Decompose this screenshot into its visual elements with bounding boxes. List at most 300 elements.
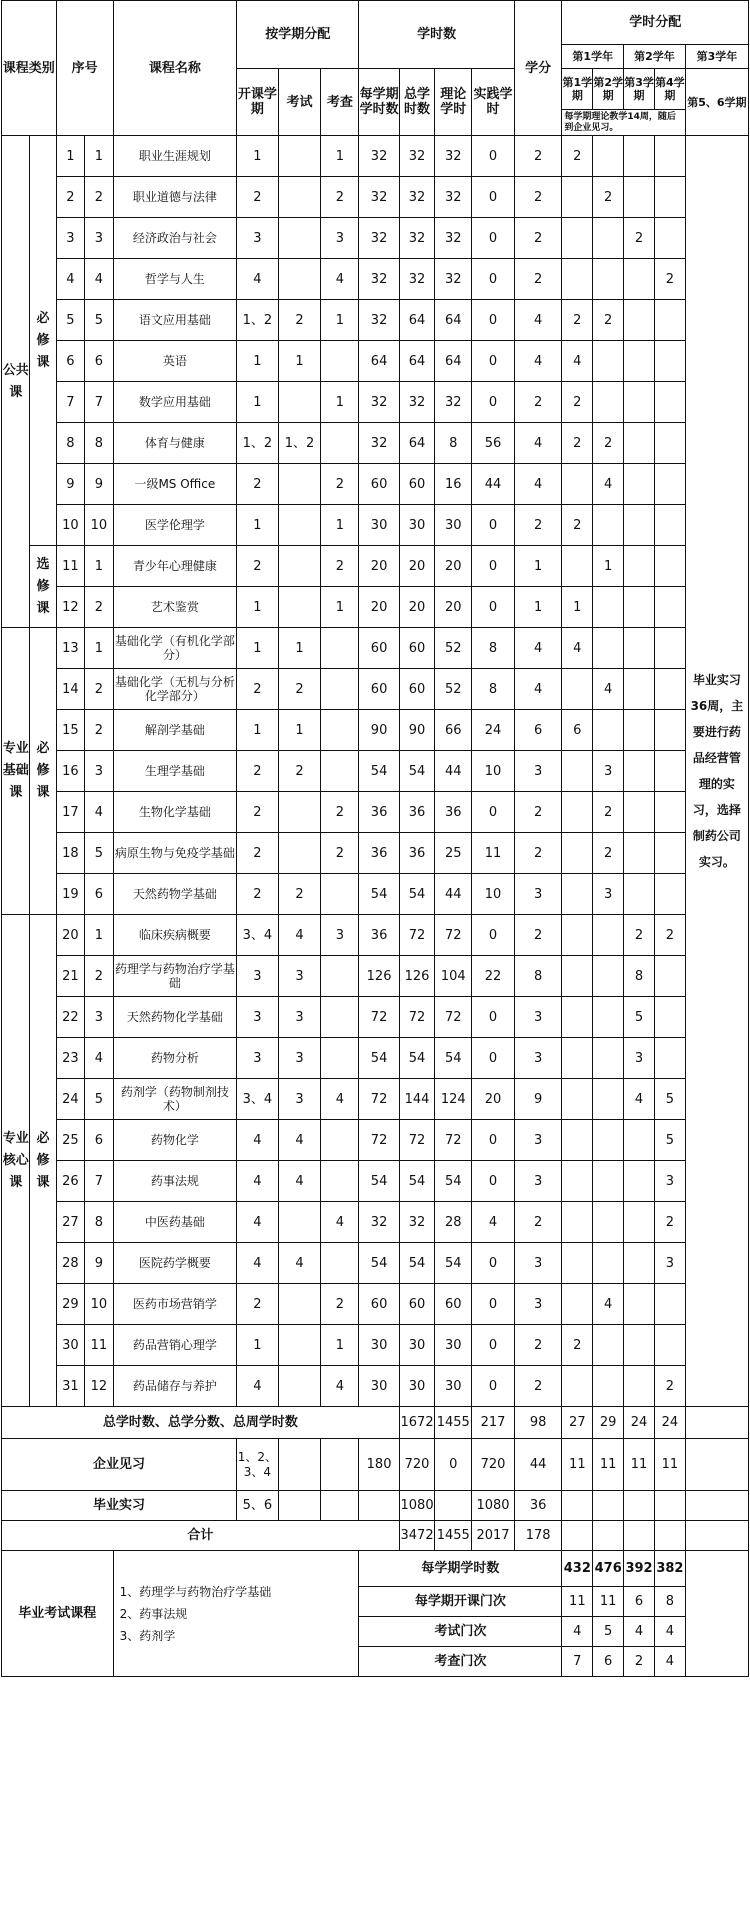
- header-by-semester: 按学期分配: [237, 1, 359, 69]
- assessment-semester: 2: [321, 833, 359, 874]
- exam-course-item: 2、药事法规: [119, 1606, 188, 1621]
- table-row: [2, 587, 749, 628]
- total-hours: 36: [399, 833, 435, 874]
- exam-semester: [278, 259, 321, 300]
- table-row: [2, 382, 749, 423]
- exam-semester: [278, 1366, 321, 1407]
- semester-s2: 2: [593, 833, 624, 874]
- total-hours: 60: [399, 669, 435, 710]
- header-theory-hours: 理论学时: [435, 69, 472, 136]
- row-sub-number: 8: [85, 423, 114, 464]
- footer-3-s1: 7: [562, 1647, 593, 1677]
- assessment-semester: [321, 997, 359, 1038]
- semester-s3: [624, 136, 655, 177]
- row-sub-number: 2: [85, 177, 114, 218]
- sum-s3: [624, 1521, 655, 1551]
- semester-s2: [593, 956, 624, 997]
- practice-hours: 0: [472, 1243, 515, 1284]
- semester-s4: [654, 1284, 685, 1325]
- course-name: 英语: [113, 341, 236, 382]
- semester-s1: [562, 874, 593, 915]
- credits: 2: [514, 259, 561, 300]
- row-number: 23: [56, 1038, 84, 1079]
- credits: 2: [514, 915, 561, 956]
- internship-label: 企业见习: [2, 1439, 237, 1491]
- totals-practice: 217: [472, 1407, 515, 1439]
- exam-semester: 3: [278, 956, 321, 997]
- credits: 2: [514, 792, 561, 833]
- credits: 2: [514, 1325, 561, 1366]
- semester-s1: [562, 1120, 593, 1161]
- total-hours: 144: [399, 1079, 435, 1120]
- semester-s1: 6: [562, 710, 593, 751]
- start-semester: 2: [237, 1284, 279, 1325]
- semester-s3: 2: [624, 218, 655, 259]
- exam-semester: [278, 136, 321, 177]
- practice-hours: 8: [472, 669, 515, 710]
- row-number: 1: [56, 136, 84, 177]
- semester-s2: [593, 915, 624, 956]
- subcategory-cell: 必修课: [30, 628, 56, 915]
- assessment-semester: 1: [321, 505, 359, 546]
- course-name: 药物分析: [113, 1038, 236, 1079]
- semester-s3: [624, 833, 655, 874]
- semester-s1: [562, 1079, 593, 1120]
- table-row: [2, 833, 749, 874]
- semester-s4: [654, 628, 685, 669]
- total-hours: 54: [399, 751, 435, 792]
- weekly-hours: 32: [359, 382, 399, 423]
- table-row: [2, 1325, 749, 1366]
- grad-label: 毕业实习: [2, 1491, 237, 1521]
- credits: 3: [514, 1161, 561, 1202]
- course-name: 药品储存与养护: [113, 1366, 236, 1407]
- start-semester: 2: [237, 464, 279, 505]
- semester-s3: [624, 792, 655, 833]
- exam-semester: 2: [278, 300, 321, 341]
- row-number: 22: [56, 997, 84, 1038]
- totals-s3: 24: [624, 1407, 655, 1439]
- assessment-semester: 1: [321, 300, 359, 341]
- header-note: 每学期理论教学14周，随后到企业见习。: [564, 111, 676, 133]
- start-semester: 2: [237, 751, 279, 792]
- row-sub-number: 8: [85, 1202, 114, 1243]
- assessment-semester: [321, 628, 359, 669]
- table-row: [2, 177, 749, 218]
- footer-2-s3: 4: [624, 1617, 655, 1647]
- footer-1-s4: 8: [654, 1587, 685, 1617]
- row-sub-number: 7: [85, 1161, 114, 1202]
- start-semester: 2: [237, 177, 279, 218]
- row-sub-number: 6: [85, 341, 114, 382]
- subcategory-cell: 必修课: [30, 136, 56, 546]
- row-number: 19: [56, 874, 84, 915]
- theory-hours: 30: [435, 1366, 472, 1407]
- footer-label-3: 考查门次: [359, 1647, 562, 1677]
- weekly-hours: 32: [359, 423, 399, 464]
- exam-semester: [278, 1284, 321, 1325]
- theory-hours: 32: [435, 218, 472, 259]
- internship-theory: 0: [435, 1439, 472, 1491]
- weekly-hours: 72: [359, 997, 399, 1038]
- row-sub-number: 1: [85, 628, 114, 669]
- total-hours: 36: [399, 792, 435, 833]
- theory-hours: 8: [435, 423, 472, 464]
- semester-s1: [562, 997, 593, 1038]
- credits: 6: [514, 710, 561, 751]
- header-assessment: 考查: [321, 69, 359, 136]
- sum-practice: 2017: [472, 1521, 515, 1551]
- assessment-semester: 2: [321, 464, 359, 505]
- practice-hours: 44: [472, 464, 515, 505]
- row-sub-number: 2: [85, 710, 114, 751]
- theory-hours: 60: [435, 1284, 472, 1325]
- row-sub-number: 2: [85, 587, 114, 628]
- weekly-hours: 72: [359, 1079, 399, 1120]
- total-hours: 30: [399, 1325, 435, 1366]
- course-name: 天然药物化学基础: [113, 997, 236, 1038]
- total-hours: 126: [399, 956, 435, 997]
- row-number: 10: [56, 505, 84, 546]
- semester-s4: [654, 587, 685, 628]
- total-hours: 32: [399, 259, 435, 300]
- credits: 4: [514, 341, 561, 382]
- total-hours: 54: [399, 1243, 435, 1284]
- weekly-hours: 32: [359, 218, 399, 259]
- table-row: [2, 751, 749, 792]
- semester-s4: [654, 341, 685, 382]
- exam-courses-list: [113, 1551, 359, 1677]
- internship-empty: [685, 1439, 748, 1491]
- assessment-semester: 2: [321, 1284, 359, 1325]
- semester-s1: [562, 1161, 593, 1202]
- theory-hours: 30: [435, 505, 472, 546]
- semester-s3: [624, 874, 655, 915]
- assessment-semester: [321, 1243, 359, 1284]
- exam-semester: 3: [278, 1038, 321, 1079]
- semester-s1: 4: [562, 628, 593, 669]
- internship-s1: 11: [562, 1439, 593, 1491]
- credits: 4: [514, 300, 561, 341]
- start-semester: 3、4: [237, 1079, 279, 1120]
- weekly-hours: 64: [359, 341, 399, 382]
- semester-s2: [593, 1243, 624, 1284]
- semester-s4: [654, 177, 685, 218]
- start-semester: 3、4: [237, 915, 279, 956]
- row-sub-number: 11: [85, 1325, 114, 1366]
- course-rows: [2, 136, 749, 1407]
- credits: 2: [514, 177, 561, 218]
- practice-hours: 0: [472, 997, 515, 1038]
- assessment-semester: 2: [321, 177, 359, 218]
- semester-s3: [624, 1366, 655, 1407]
- header-sem4: 第4学期: [655, 76, 685, 102]
- exam-semester: [278, 792, 321, 833]
- row-number: 30: [56, 1325, 84, 1366]
- course-name: 生理学基础: [113, 751, 236, 792]
- exam-semester: [278, 382, 321, 423]
- header-hour-alloc: 学时分配: [562, 1, 749, 45]
- semester-s1: [562, 464, 593, 505]
- semester-s4: [654, 1038, 685, 1079]
- row-number: 14: [56, 669, 84, 710]
- header-credits: 学分: [514, 1, 561, 136]
- semester-s3: [624, 587, 655, 628]
- grad-credit: 36: [514, 1491, 561, 1521]
- theory-hours: 30: [435, 1325, 472, 1366]
- course-name: 医药市场营销学: [113, 1284, 236, 1325]
- semester-s4: [654, 710, 685, 751]
- theory-hours: 72: [435, 915, 472, 956]
- course-name: 病原生物与免疫学基础: [113, 833, 236, 874]
- total-hours: 32: [399, 218, 435, 259]
- semester-s2: 1: [593, 546, 624, 587]
- semester-s4: 2: [654, 259, 685, 300]
- header-year2: 第2学年: [624, 45, 686, 69]
- footer-0-s4: 382: [654, 1551, 685, 1587]
- semester-s1: [562, 1202, 593, 1243]
- weekly-hours: 32: [359, 259, 399, 300]
- internship-s2: 11: [593, 1439, 624, 1491]
- footer-2-s4: 4: [654, 1617, 685, 1647]
- semester-s2: [593, 218, 624, 259]
- practice-hours: 0: [472, 1284, 515, 1325]
- table-row: [2, 915, 749, 956]
- semester-s2: [593, 382, 624, 423]
- totals-theory: 1455: [435, 1407, 472, 1439]
- theory-hours: 25: [435, 833, 472, 874]
- credits: 3: [514, 1120, 561, 1161]
- row-number: 31: [56, 1366, 84, 1407]
- exam-semester: [278, 1202, 321, 1243]
- row-sub-number: 10: [85, 505, 114, 546]
- course-name: 经济政治与社会: [113, 218, 236, 259]
- semester-s3: [624, 505, 655, 546]
- exam-semester: [278, 177, 321, 218]
- header-semester-block: [562, 69, 685, 136]
- grad-practice: 1080: [472, 1491, 515, 1521]
- assessment-semester: 2: [321, 546, 359, 587]
- semester-s1: 2: [562, 382, 593, 423]
- row-number: 7: [56, 382, 84, 423]
- subcategory-cell: 选修课: [30, 546, 56, 628]
- theory-hours: 66: [435, 710, 472, 751]
- practice-hours: 56: [472, 423, 515, 464]
- course-name: 药事法规: [113, 1161, 236, 1202]
- credits: 2: [514, 505, 561, 546]
- header-sem3: 第3学期: [624, 69, 655, 109]
- row-number: 25: [56, 1120, 84, 1161]
- semester-s2: 2: [593, 792, 624, 833]
- sum-s4: [654, 1521, 685, 1551]
- semester-s2: [593, 1366, 624, 1407]
- internship-start: 1、2、3、4: [237, 1439, 279, 1491]
- weekly-hours: 54: [359, 874, 399, 915]
- start-semester: 1、2: [237, 423, 279, 464]
- semester-s4: [654, 751, 685, 792]
- theory-hours: 54: [435, 1243, 472, 1284]
- start-semester: 1: [237, 628, 279, 669]
- semester-s2: [593, 587, 624, 628]
- weekly-hours: 20: [359, 546, 399, 587]
- total-hours: 64: [399, 300, 435, 341]
- assessment-semester: [321, 956, 359, 997]
- row-number: 2: [56, 177, 84, 218]
- weekly-hours: 60: [359, 1284, 399, 1325]
- grad-check: [321, 1491, 359, 1521]
- theory-hours: 72: [435, 1120, 472, 1161]
- row-sub-number: 5: [85, 833, 114, 874]
- header-practice-hours: 实践学时: [472, 69, 515, 136]
- practice-hours: 0: [472, 259, 515, 300]
- row-number: 28: [56, 1243, 84, 1284]
- internship-s3: 11: [624, 1439, 655, 1491]
- theory-hours: 20: [435, 587, 472, 628]
- semester-s1: [562, 956, 593, 997]
- course-name: 医院药学概要: [113, 1243, 236, 1284]
- start-semester: 3: [237, 1038, 279, 1079]
- assessment-semester: [321, 751, 359, 792]
- practice-hours: 0: [472, 546, 515, 587]
- header-hours: 学时数: [359, 1, 515, 69]
- weekly-hours: 32: [359, 1202, 399, 1243]
- row-number: 21: [56, 956, 84, 997]
- exam-courses-label: 毕业考试课程: [2, 1551, 114, 1677]
- footer-0-s1: 432: [562, 1551, 593, 1587]
- practice-hours: 0: [472, 1366, 515, 1407]
- footer-1-s3: 6: [624, 1587, 655, 1617]
- practice-hours: 0: [472, 136, 515, 177]
- practice-hours: 4: [472, 1202, 515, 1243]
- semester-s3: [624, 1161, 655, 1202]
- start-semester: 4: [237, 1366, 279, 1407]
- sum-theory: 1455: [435, 1521, 472, 1551]
- semester-s4: [654, 546, 685, 587]
- credits: 3: [514, 874, 561, 915]
- footer-label-2: 考试门次: [359, 1617, 562, 1647]
- course-name: 职业道德与法律: [113, 177, 236, 218]
- exam-semester: 4: [278, 1120, 321, 1161]
- course-name: 体育与健康: [113, 423, 236, 464]
- assessment-semester: 4: [321, 1079, 359, 1120]
- assessment-semester: [321, 1120, 359, 1161]
- table-row: [2, 956, 749, 997]
- practice-hours: 0: [472, 382, 515, 423]
- start-semester: 2: [237, 792, 279, 833]
- credits: 3: [514, 1284, 561, 1325]
- start-semester: 3: [237, 997, 279, 1038]
- row-sub-number: 4: [85, 259, 114, 300]
- footer-0-s3: 392: [624, 1551, 655, 1587]
- sum-s1: [562, 1521, 593, 1551]
- totals-empty: [685, 1407, 748, 1439]
- row-number: 12: [56, 587, 84, 628]
- weekly-hours: 60: [359, 464, 399, 505]
- row-sub-number: 12: [85, 1366, 114, 1407]
- semester-s1: [562, 833, 593, 874]
- semester-s4: 2: [654, 915, 685, 956]
- semester-s2: 4: [593, 1284, 624, 1325]
- practice-hours: 0: [472, 915, 515, 956]
- table-row: [2, 1161, 749, 1202]
- sum-total: 3472: [399, 1521, 435, 1551]
- practice-hours: 0: [472, 300, 515, 341]
- table-row: [2, 874, 749, 915]
- table-row: [2, 136, 749, 177]
- exam-semester: [278, 505, 321, 546]
- row-sub-number: 3: [85, 751, 114, 792]
- weekly-hours: 72: [359, 1120, 399, 1161]
- internship-total: 720: [399, 1439, 435, 1491]
- practice-hours: 22: [472, 956, 515, 997]
- semester-s2: 4: [593, 669, 624, 710]
- total-hours: 32: [399, 177, 435, 218]
- table-row: [2, 792, 749, 833]
- row-sub-number: 5: [85, 300, 114, 341]
- semester-s2: [593, 710, 624, 751]
- row-sub-number: 4: [85, 792, 114, 833]
- practice-hours: 10: [472, 751, 515, 792]
- semester-s4: [654, 874, 685, 915]
- semester-s4: 2: [654, 1202, 685, 1243]
- table-row: [2, 1079, 749, 1120]
- semester-s3: [624, 300, 655, 341]
- theory-hours: 28: [435, 1202, 472, 1243]
- row-number: 6: [56, 341, 84, 382]
- total-hours: 30: [399, 1366, 435, 1407]
- grad-s2: [593, 1491, 624, 1521]
- total-hours: 32: [399, 382, 435, 423]
- header-course-name: 课程名称: [113, 1, 236, 136]
- semester-s2: [593, 628, 624, 669]
- credits: 3: [514, 1243, 561, 1284]
- totals-s4: 24: [654, 1407, 685, 1439]
- start-semester: 2: [237, 546, 279, 587]
- assessment-semester: 1: [321, 1325, 359, 1366]
- semester-s3: [624, 341, 655, 382]
- credits: 8: [514, 956, 561, 997]
- assessment-semester: [321, 341, 359, 382]
- semester-s4: 3: [654, 1161, 685, 1202]
- assessment-semester: 3: [321, 915, 359, 956]
- table-row: [2, 628, 749, 669]
- semester-s1: [562, 792, 593, 833]
- footer-3-s4: 4: [654, 1647, 685, 1677]
- row-sub-number: 2: [85, 956, 114, 997]
- course-name: 基础化学（有机化学部分）: [113, 628, 236, 669]
- theory-hours: 32: [435, 177, 472, 218]
- theory-hours: 64: [435, 300, 472, 341]
- footer-2-s2: 5: [593, 1617, 624, 1647]
- footer-empty: [685, 1551, 748, 1677]
- internship-weekly: 180: [359, 1439, 399, 1491]
- practice-hours: 0: [472, 1161, 515, 1202]
- assessment-semester: 2: [321, 792, 359, 833]
- start-semester: 2: [237, 833, 279, 874]
- exam-semester: [278, 1325, 321, 1366]
- semester-s1: [562, 1243, 593, 1284]
- start-semester: 1: [237, 587, 279, 628]
- row-sub-number: 4: [85, 1038, 114, 1079]
- course-name: 药剂学（药物制剂技术）: [113, 1079, 236, 1120]
- semester-s4: 2: [654, 1366, 685, 1407]
- exam-semester: [278, 464, 321, 505]
- assessment-semester: 1: [321, 587, 359, 628]
- semester-s4: [654, 300, 685, 341]
- table-row: [2, 1243, 749, 1284]
- course-name: 哲学与人生: [113, 259, 236, 300]
- internship-s4: 11: [654, 1439, 685, 1491]
